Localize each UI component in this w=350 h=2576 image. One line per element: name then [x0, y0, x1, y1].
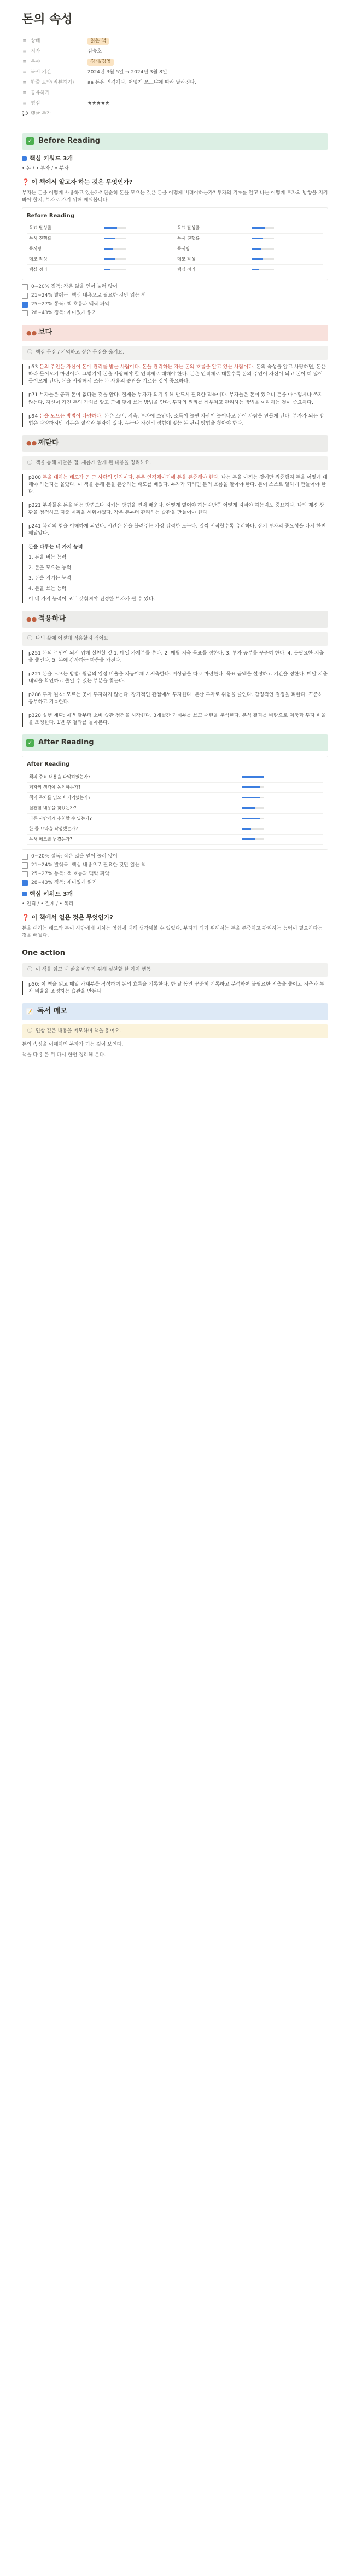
progress-bar [242, 818, 264, 819]
properties [22, 36, 328, 109]
quote-body: 부자들은 공짜 돈이 없다는 것을 안다. 절제는 부자가 되기 위해 반드시 필요한 덕목이다. 부자들은 돈이 있으니 돈을 아무렇게나 쓰지 않는다. 자신이 가진 돈의 가치를 알고 그에 맞게 쓰는 방법을 안다. 투자의 원리를 깨우치고 관리하는 방법을 이해하는 것이 중요하다. [28, 392, 323, 406]
quote-body: 돈은 소비, 저축, 투자에 쓰인다. 소득이 늘면 자산이 늘어나고 돈이 사람을 만들게 된다. 부자가 되는 방법은 다양하지만 기본은 절약과 투자에 있다. 누구나 자신의 경험에 맞는 돈 관리 방법을 찾아야 한다. [28, 413, 324, 426]
apply-text [28, 671, 328, 685]
row-name: 목표 달성률 [27, 223, 102, 234]
table-row [27, 244, 323, 254]
progress-fill [242, 797, 260, 798]
progress-bar [242, 786, 264, 788]
checkbox[interactable] [22, 871, 28, 877]
table-row [27, 792, 323, 803]
todo-label: 0~20% 정독: 작은 앎을 얻어 눌러 앉어 [31, 284, 118, 290]
add-comment-label: 댓글 추가 [31, 111, 51, 117]
progress-bar [252, 227, 274, 229]
memo-line: 돈의 속성을 이해하면 부자가 되는 길이 보인다. [22, 1041, 124, 1047]
progress-bar [252, 238, 274, 239]
quote-text [28, 392, 328, 406]
question-text: 이 책에서 알고자 하는 것은 무엇인가? [31, 178, 133, 186]
quote-text [28, 523, 328, 537]
list-tail: 이 네 가지 능력이 모두 갖춰져야 진정한 부자가 될 수 있다. [28, 597, 155, 603]
property-key [22, 48, 88, 55]
property-key-label: 평점 [31, 100, 40, 106]
table-row [27, 834, 323, 844]
realize-callout [22, 456, 328, 470]
one-action-callout [22, 963, 328, 977]
memo-callout-text: 인상 깊은 내용을 메모하며 책을 읽어요. [36, 1028, 121, 1034]
see-banner [22, 325, 328, 341]
memo-banner [22, 1003, 328, 1020]
row-name: 저자의 생각에 동의하는가? [27, 782, 240, 792]
quote-body: 복리의 힘을 이해하게 되었다. 시간은 돈을 불려주는 가장 강력한 도구다. 일찍 시작할수록 유리하다. 장기 투자의 중요성을 다시 한번 깨달았다. [28, 523, 326, 536]
row-progress [250, 244, 323, 254]
todo-item[interactable] [22, 862, 328, 869]
row-right: 독서 진행률 [175, 234, 250, 244]
question-heading: ❓ 이 책에서 얻은 것은 무엇인가? [22, 913, 113, 921]
row-name: 핵심 정리 [27, 265, 102, 275]
property-value[interactable] [88, 69, 328, 76]
table-row [27, 813, 323, 824]
realize-list [28, 554, 328, 593]
apply-callout-text: 나의 삶에 어떻게 적용할지 적어요. [36, 636, 110, 641]
property-value-text: 2024년 3월 5일 → 2024년 3월 8일 [88, 69, 167, 75]
question-answer: 돈을 대하는 태도와 돈이 사람에게 미치는 영향에 대해 생각해볼 수 있었다. 부자가 되기 위해서는 돈을 존중하고 관리하는 능력이 필요하다는 것을 배웠다. [22, 925, 323, 939]
quote-block [22, 392, 328, 406]
check-icon: ✓ [26, 739, 34, 747]
row-progress [240, 813, 323, 824]
table-row [27, 824, 323, 834]
property-row [22, 57, 328, 67]
progress-bar [252, 258, 274, 260]
square-icon [22, 892, 27, 896]
todo-label: 21~24% 발췌독: 핵심 내용으로 필요한 것만 읽는 책 [31, 862, 146, 868]
realize-title: 깨닫다 [38, 438, 59, 447]
progress-bar [242, 828, 264, 830]
todo-item[interactable] [22, 283, 328, 291]
see-callout [22, 346, 328, 360]
table-row [27, 265, 323, 275]
todo-label: 28~43% 정독: 재미있게 읽기 [31, 879, 97, 885]
property-row [22, 99, 328, 109]
property-row [22, 78, 328, 88]
list-item: 3. 돈을 지키는 능력 [28, 576, 72, 582]
property-row [22, 47, 328, 57]
after-reading-banner [22, 734, 328, 751]
property-icon: ≡ [22, 38, 27, 44]
property-value[interactable] [88, 100, 328, 107]
property-icon: ≡ [22, 90, 27, 96]
property-tag: 읽은 책 [88, 38, 109, 45]
row-right: 핵심 정리 [175, 265, 250, 275]
apply-items [22, 650, 328, 727]
apply-block [22, 650, 328, 664]
table-row [27, 803, 323, 813]
progress-fill [242, 828, 251, 830]
quote-body: 돈의 속성을 알고 사랑하면, 돈은 따라 들어오기 마련이다. 그렇기에 돈을 사랑해야 할 인격체로 대해야 한다. 돈은 인격체로 대할수록 돈의 주인이 자신이 되고 돈이 더 많이 들어오게 된다. 돈을 사랑해서 쓰는 돈 사용의 습관을 기르는 것이 중요하다. [28, 364, 326, 385]
info-icon: ⓘ [27, 1028, 33, 1034]
progress-fill [104, 227, 117, 229]
property-key [22, 90, 88, 97]
progress-bar [104, 248, 126, 250]
page [22, 0, 328, 1059]
todo-item[interactable] [22, 301, 328, 308]
row-progress [102, 254, 175, 265]
quote-page: p200 [28, 474, 43, 481]
progress-fill [104, 258, 115, 260]
row-progress [250, 234, 323, 244]
row-name: 책의 주요 내용을 파악하였는가? [27, 772, 240, 783]
memo-title: 독서 메모 [37, 1006, 67, 1015]
apply-body: 실행 계획: 이번 달부터 소비 습관 점검을 시작한다. 3개월간 가계부를 쓰고 패턴을 분석한다. 분석 결과를 바탕으로 저축과 투자 비율을 조정한다. 1년 후 결과를 돌아본다. [28, 713, 326, 726]
apply-block [22, 713, 328, 727]
property-row [22, 88, 328, 99]
row-name: 독서 메모를 남겼는가? [27, 834, 240, 844]
apply-page: p320 [28, 713, 43, 719]
property-value-text: aa 돈은 인격체다. 어떻게 쓰느냐에 따라 달라진다. [88, 79, 197, 85]
progress-fill [242, 807, 255, 809]
before-board [22, 207, 328, 281]
property-key [22, 100, 88, 107]
row-progress [102, 244, 175, 254]
row-right: 목표 달성률 [175, 223, 250, 234]
before-reading-title: Before Reading [38, 136, 100, 145]
keywords-list: • 돈 / • 투자 / • 부자 [22, 165, 69, 171]
memo-callout [22, 1024, 328, 1038]
checkbox[interactable] [22, 302, 28, 308]
realize-banner [22, 435, 328, 452]
property-key-label: 상태 [31, 38, 40, 44]
comment-icon: 💬 [22, 111, 28, 117]
todo-label: 25~27% 통독: 책 흐름과 맥락 파악 [31, 871, 110, 877]
row-progress [250, 265, 323, 275]
row-progress [240, 772, 323, 783]
progress-fill [242, 818, 260, 819]
row-name: 메모 작성 [27, 254, 102, 265]
quote-block [22, 502, 328, 517]
progress-fill [252, 258, 263, 260]
row-progress [102, 234, 175, 244]
square-icon [22, 156, 27, 161]
board-title: After Reading [27, 761, 70, 768]
property-key-label: 한줄 요약(리뷰하기) [31, 79, 74, 85]
checkbox[interactable] [22, 310, 28, 316]
todo-label: 28~43% 정독: 재미있게 읽기 [31, 310, 97, 316]
see-callout-text: 핵심 문장 / 기억하고 싶은 문장을 옮겨요. [36, 350, 125, 356]
row-progress [240, 782, 323, 792]
checkbox[interactable] [22, 854, 28, 860]
property-row [22, 67, 328, 78]
quote-page: p221 [28, 502, 43, 508]
property-key-label: 독서 기간 [31, 69, 51, 75]
property-key-label: 분야 [31, 59, 40, 65]
apply-page: p221 [28, 672, 43, 678]
after-table [27, 772, 323, 845]
list-item: 2. 돈을 모으는 능력 [28, 565, 72, 571]
before-reading-banner [22, 133, 328, 150]
list-item: 4. 돈을 쓰는 능력 [28, 586, 67, 592]
table-row [27, 782, 323, 792]
row-right: 독서량 [175, 244, 250, 254]
property-key [22, 79, 88, 86]
property-icon: ≡ [22, 100, 27, 106]
info-icon: ⓘ [27, 350, 33, 356]
quote-page: p71 [28, 392, 40, 398]
row-name: 다른 사람에게 추천할 수 있는가? [27, 813, 240, 824]
quote-body: 부자들은 돈을 버는 방법보다 지키는 방법을 먼저 배운다. 어떻게 벌어야 하는지만큼 어떻게 지켜야 하는지도 중요하다. 나의 재정 상황을 점검하고 지출 계획을 세워야겠다. 작은 돈부터 관리하는 습관을 만들어야 한다. [28, 502, 324, 516]
after-reading-title: After Reading [38, 738, 94, 747]
property-key-label: 저자 [31, 48, 40, 54]
apply-body: 투자 원칙: 모르는 곳에 투자하지 않는다. 장기적인 관점에서 투자한다. 분산 투자로 위험을 줄인다. 감정적인 결정을 피한다. 꾸준히 공부하고 기록한다. [28, 692, 323, 705]
apply-title: 적용하다 [38, 615, 66, 623]
property-key [22, 38, 88, 45]
checkbox[interactable] [22, 284, 28, 290]
memo-icon: 📝 [27, 1009, 32, 1014]
one-action-callout-text: 이 책을 읽고 내 삶을 바꾸기 위해 실천할 한 가지 행동 [36, 966, 151, 972]
property-icon: ≡ [22, 69, 27, 75]
checkbox[interactable] [22, 880, 28, 886]
add-comment[interactable] [22, 109, 328, 119]
realize-callout-text: 책을 통해 깨달은 점, 새롭게 알게 된 내용을 정리해요. [36, 460, 151, 466]
todo-label: 25~27% 통독: 책 흐름과 맥락 파악 [31, 302, 110, 308]
row-progress [240, 803, 323, 813]
quote-body: 나는 돈을 아끼는 것에만 집중했지 돈을 어떻게 대해야 하는지는 몰랐다. 이 책을 통해 돈을 존중하는 태도를 배웠다. 부자가 되려면 돈의 흐름을 알아야 한다. 돈이 스스로 일하게 만들어야 한다. [28, 474, 328, 495]
progress-bar [242, 807, 264, 809]
row-name: 실천할 내용을 찾았는가? [27, 803, 240, 813]
apply-text [28, 713, 328, 727]
quote-text [28, 502, 328, 517]
progress-bar [104, 238, 126, 239]
dots-icon: ●● [26, 329, 37, 337]
row-name: 독서량 [27, 244, 102, 254]
before-table [27, 223, 323, 275]
one-action-text: p50: 이 책을 읽고 매일 가계부를 작성하며 돈의 흐름을 기록한다. 한 달 동안 꾸준히 기록하고 분석하여 불필요한 지출을 줄이고 저축과 투자 비율을 조정하는 습관을 만든다. [28, 981, 325, 994]
property-tag: 경제/경영 [88, 59, 114, 66]
table-row [27, 223, 323, 234]
table-row [27, 254, 323, 265]
keywords-title: 핵심 키워드 3개 [30, 154, 73, 162]
keywords-title: 핵심 키워드 3개 [30, 890, 73, 898]
row-right: 메모 작성 [175, 254, 250, 265]
row-progress [240, 792, 323, 803]
todo-item[interactable] [22, 879, 328, 887]
property-row [22, 36, 328, 47]
after-todos [22, 853, 328, 887]
quote-page: p241 [28, 523, 43, 529]
progress-fill [252, 269, 259, 270]
property-value[interactable] [88, 48, 328, 55]
quote-block [22, 523, 328, 537]
property-key-label: 공유하기 [31, 90, 50, 96]
quote-text [28, 474, 328, 496]
row-name: 독서 진행률 [27, 234, 102, 244]
row-progress [250, 254, 323, 265]
row-progress [240, 834, 323, 844]
check-icon: ✓ [26, 137, 34, 145]
property-value-text: 김승호 [88, 48, 102, 54]
property-icon: ≡ [22, 48, 27, 54]
quote-page: p53 [28, 364, 40, 371]
four-abilities [22, 544, 328, 603]
progress-fill [104, 248, 113, 250]
info-icon: ⓘ [27, 966, 33, 972]
info-icon: ⓘ [27, 460, 33, 466]
progress-bar [242, 838, 264, 840]
progress-bar [104, 258, 126, 260]
keywords-heading [22, 154, 328, 163]
apply-text [28, 692, 328, 706]
progress-bar [252, 248, 274, 250]
todo-item[interactable] [22, 310, 328, 317]
quote-highlight: 돈을 대하는 태도가 곧 그 사람의 인격이다. 돈은 인격체이기에 돈을 존중해야 한다. [42, 474, 221, 481]
apply-callout [22, 632, 328, 646]
before-todos [22, 283, 328, 317]
progress-bar [252, 269, 274, 270]
keywords-heading [22, 890, 328, 899]
property-icon: ≡ [22, 79, 27, 85]
apply-body: 돈을 모으는 방법: 월급의 일정 비율을 자동이체로 저축한다. 비상금을 따로 마련한다. 목표 금액을 설정하고 기간을 정한다. 매달 지출 내역을 확인하고 줄일 수 있는 부분을 찾는다. [28, 672, 328, 685]
todo-label: 0~20% 정독: 작은 앎을 얻어 눌러 앉어 [31, 853, 118, 859]
progress-bar [104, 227, 126, 229]
property-value[interactable] [88, 59, 328, 66]
apply-page: p251 [28, 651, 43, 657]
quote-block [22, 364, 328, 385]
checkbox[interactable] [22, 862, 28, 869]
question-heading: ❓ 이 책에서 알고자 하는 것은 무엇인가? [22, 178, 133, 186]
one-action-title: One action [22, 948, 65, 957]
apply-page: p286 [28, 692, 43, 698]
see-title: 보다 [38, 328, 52, 337]
progress-fill [242, 776, 264, 778]
quote-block [22, 474, 328, 496]
todo-item[interactable] [22, 853, 328, 860]
quote-text [28, 364, 328, 385]
progress-fill [242, 786, 260, 788]
question-answer: 부자는 돈을 어떻게 사용하고 있는가? 단순히 돈을 모으는 것은 돈을 어떻게 버려야하는가? 투자의 기초를 알고 나는 어떻게 투자의 방향을 지켜봐야 할지, 부자로 가기 위해 배워봅니다. [22, 190, 328, 203]
progress-bar [242, 797, 264, 798]
dots-icon: ●● [26, 615, 37, 623]
page-title: 돈의 속성 [22, 13, 73, 26]
realize-quotes [22, 474, 328, 537]
property-value-text: ★★★★★ [88, 100, 110, 106]
progress-fill [252, 238, 263, 239]
question-text: 이 책에서 얻은 것은 무엇인가? [31, 913, 113, 921]
todo-item[interactable] [22, 871, 328, 878]
quote-text [28, 413, 328, 427]
progress-fill [252, 227, 265, 229]
quote-block [22, 413, 328, 427]
one-action-item [22, 981, 328, 995]
todo-item[interactable] [22, 292, 328, 299]
apply-banner [22, 611, 328, 628]
list-item: 1. 돈을 버는 능력 [28, 554, 67, 560]
after-board [22, 756, 328, 850]
checkbox[interactable] [22, 293, 28, 299]
quote-highlight: 돈을 모으는 방법이 다양하다. [39, 413, 104, 419]
keywords-list: • 인격 / • 절제 / • 복리 [22, 901, 74, 907]
todo-label: 21~24% 발췌독: 핵심 내용으로 필요한 것만 읽는 책 [31, 293, 146, 299]
row-progress [250, 223, 323, 234]
see-quotes [22, 364, 328, 427]
row-progress [102, 265, 175, 275]
board-title: Before Reading [27, 212, 74, 219]
property-value[interactable] [88, 38, 328, 45]
progress-bar [104, 269, 126, 270]
progress-fill [252, 248, 261, 250]
progress-bar [242, 776, 264, 778]
quote-highlight: 돈의 주인은 자신이 돈에 관리를 받는 사람이다. 돈을 관리하는 자는 돈의 흐름을 알고 있는 사람이다. [39, 364, 256, 371]
apply-body: 돈의 주인이 되기 위해 실천할 것 1. 매일 가계부를 쓴다. 2. 매월 저축 목표를 정한다. 3. 투자 공부를 꾸준히 한다. 4. 불필요한 지출을 줄인다. 5. 돈에 감사하는 마음을 가진다. [28, 651, 324, 664]
apply-block [22, 692, 328, 706]
memo-lines [22, 1041, 328, 1059]
progress-fill [104, 269, 110, 270]
property-key [22, 59, 88, 66]
property-value[interactable] [88, 79, 328, 86]
apply-block [22, 671, 328, 685]
property-key [22, 69, 88, 76]
info-icon: ⓘ [27, 636, 33, 641]
memo-line: 책을 다 읽은 뒤 다시 한번 정리해 본다. [22, 1052, 106, 1058]
table-row [27, 234, 323, 244]
row-name: 한 줄 요약을 작성했는가? [27, 824, 240, 834]
row-progress [102, 223, 175, 234]
dots-icon: ●● [26, 439, 37, 447]
quote-page: p94 [28, 413, 40, 419]
table-row [27, 772, 323, 783]
row-name: 책의 목차를 읽으며 기억했는가? [27, 792, 240, 803]
property-icon: ≡ [22, 59, 27, 65]
progress-fill [104, 238, 115, 239]
list-title: 돈을 다루는 네 가지 능력 [28, 544, 83, 550]
row-progress [240, 824, 323, 834]
apply-text [28, 650, 328, 664]
progress-fill [242, 838, 255, 840]
